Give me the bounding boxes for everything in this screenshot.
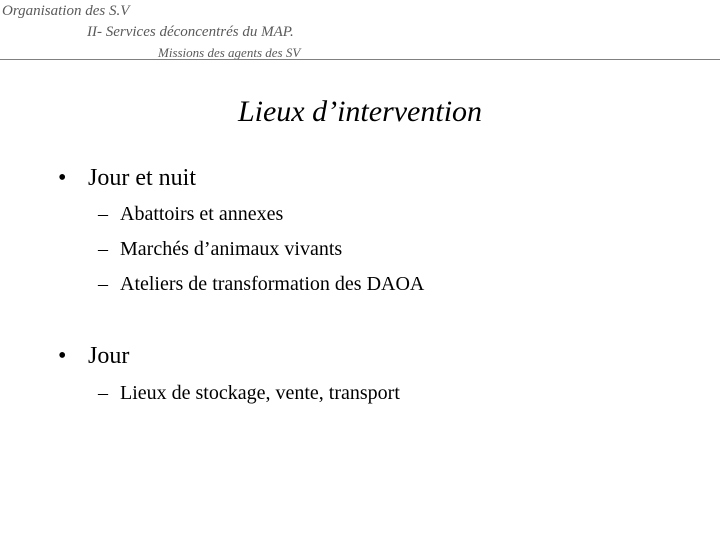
list-item-text: Lieux de stockage, vente, transport — [120, 382, 400, 404]
list-item — [98, 381, 400, 405]
bullet-icon: • — [58, 343, 67, 369]
list-item — [98, 237, 343, 261]
list-item-text: Abattoirs et annexes — [120, 203, 284, 225]
dash-icon: – — [98, 382, 108, 404]
header-services: II- Services déconcentrés du MAP. — [87, 24, 294, 40]
list-item-text: Ateliers de transformation des DAOA — [120, 273, 425, 295]
dash-icon: – — [98, 273, 108, 295]
bullet-jour-et-nuit — [58, 164, 196, 192]
header-organisation: Organisation des S.V — [2, 3, 130, 19]
dash-icon: – — [98, 203, 108, 225]
list-item — [98, 202, 284, 226]
dash-icon: – — [98, 238, 108, 260]
list-item — [98, 272, 425, 296]
slide-title: Lieux d’intervention — [237, 95, 483, 128]
header-divider — [0, 59, 720, 60]
list-item-text: Marchés d’animaux vivants — [120, 238, 343, 260]
bullet-jour — [58, 342, 130, 370]
bullet-icon: • — [58, 165, 67, 191]
bullet-label: Jour — [88, 343, 130, 369]
header-missions: Missions des agents des SV — [158, 45, 301, 60]
bullet-label: Jour et nuit — [88, 165, 196, 191]
